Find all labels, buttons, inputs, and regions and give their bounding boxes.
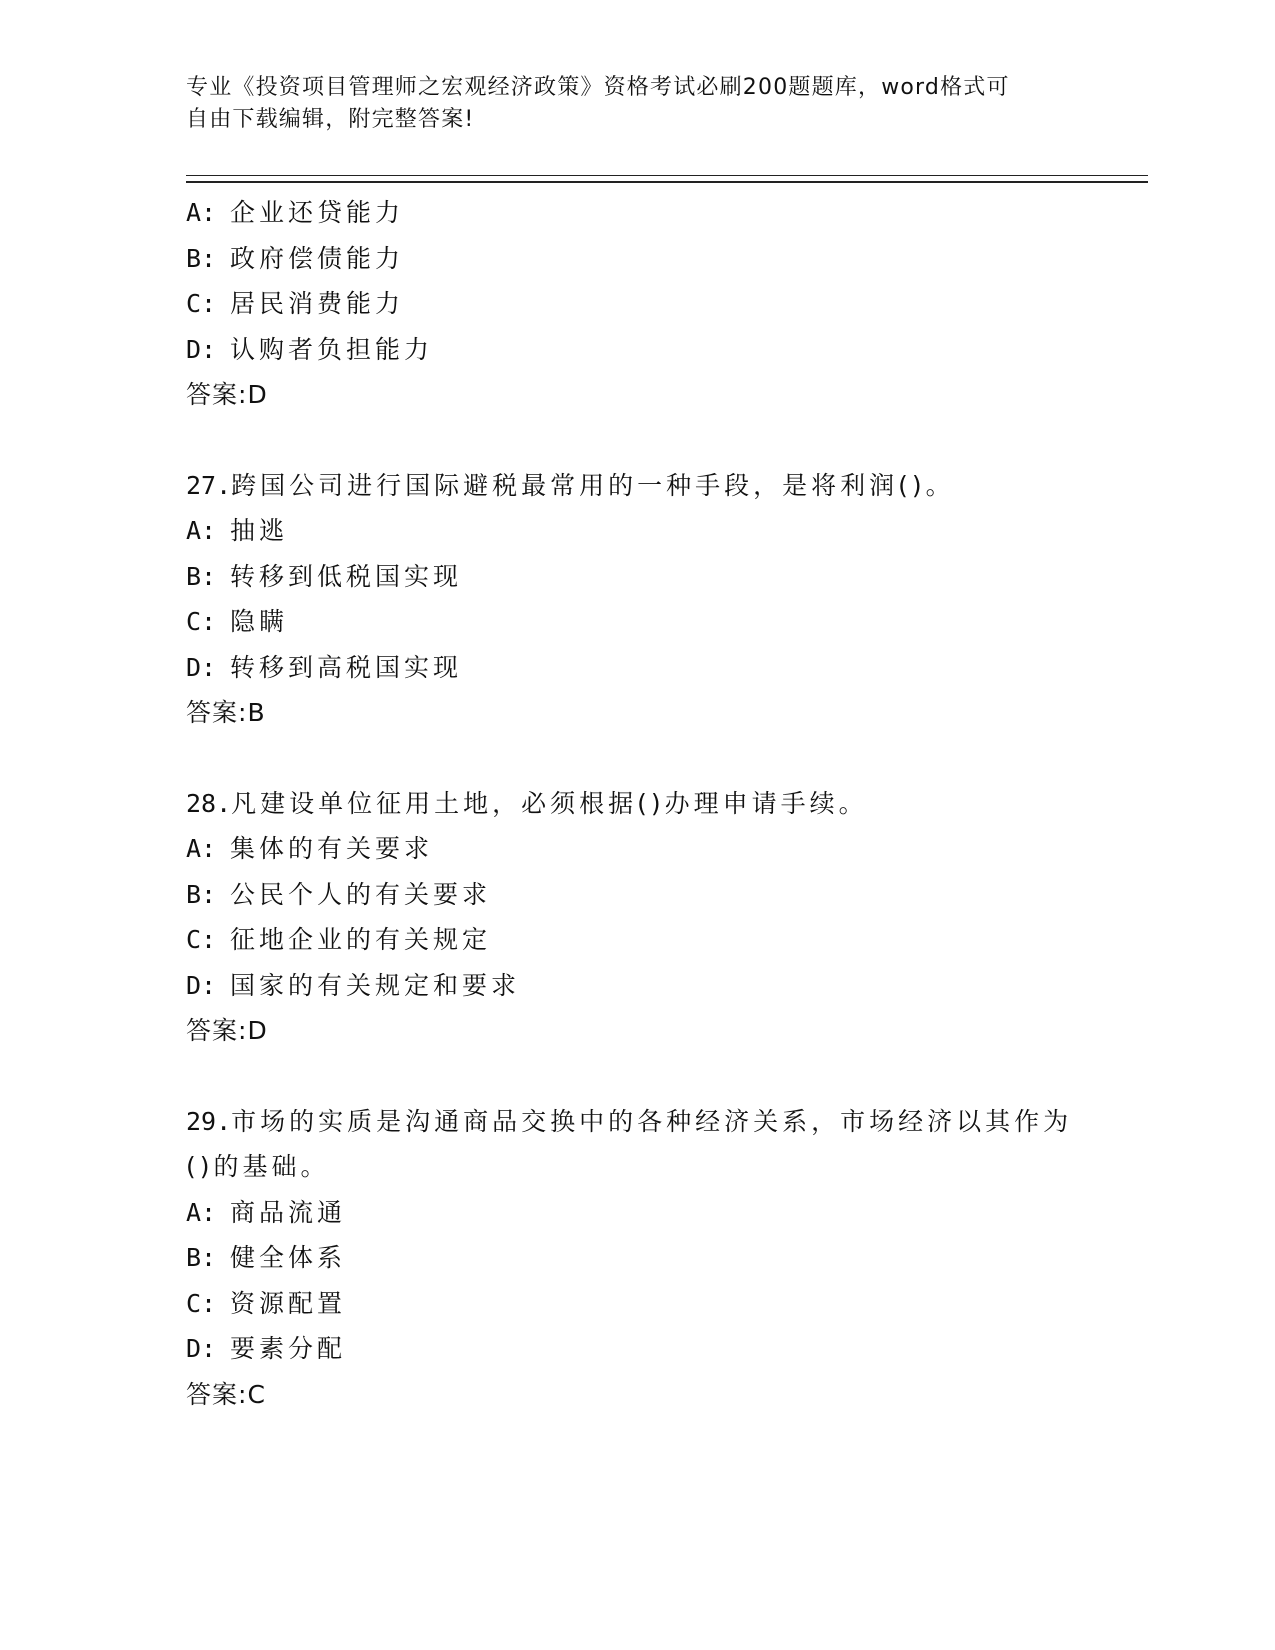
answer-label: 答案:: [186, 380, 248, 409]
option-letter: D:: [186, 1334, 217, 1363]
option-text: 转移到高税国实现: [230, 652, 463, 682]
answer-value: D: [247, 380, 268, 409]
option-b: [186, 1235, 1136, 1281]
option-c: [186, 1281, 1136, 1327]
answer-line: [186, 1372, 1136, 1418]
document-header: [186, 72, 1066, 136]
option-text: 企业还贷能力: [230, 198, 405, 227]
option-text: 国家的有关规定和要求: [230, 970, 521, 1000]
question-stem: [186, 1099, 1136, 1145]
answer-label: 答案:: [186, 1016, 248, 1045]
option-text: 征地企业的有关规定: [230, 925, 492, 954]
answer-label: 答案:: [186, 698, 248, 727]
question-list: [186, 190, 1136, 1417]
question-text: 跨国公司进行国际避税最常用的一种手段，是将利润()。: [231, 470, 955, 500]
option-b: [186, 872, 1136, 918]
header-line-2: 自由下载编辑，附完整答案!: [186, 107, 475, 132]
header-divider-thin: [186, 175, 1148, 176]
option-c: [186, 599, 1136, 645]
question-number: 27.: [186, 470, 232, 500]
answer-value: B: [247, 698, 266, 727]
question-26-options: [186, 190, 1136, 418]
option-text: 公民个人的有关要求: [230, 879, 492, 909]
answer-value: D: [247, 1016, 268, 1045]
option-a: [186, 826, 1136, 872]
option-d: [186, 1326, 1136, 1372]
question-text-line-1: 市场的实质是沟通商品交换中的各种经济关系，市场经济以其作为: [231, 1106, 1073, 1136]
option-a: [186, 508, 1136, 554]
option-text: 认购者负担能力: [230, 334, 434, 364]
option-text: 隐瞒: [230, 607, 289, 636]
option-text: 商品流通: [230, 1197, 347, 1227]
option-text: 健全体系: [230, 1243, 347, 1272]
option-d: [186, 327, 1136, 373]
question-stem: [186, 781, 1136, 827]
option-letter: B:: [186, 243, 217, 273]
option-text: 转移到低税国实现: [230, 561, 463, 591]
option-d: [186, 645, 1136, 691]
answer-line: [186, 690, 1136, 736]
option-letter: A:: [186, 198, 217, 227]
option-text: 抽逃: [230, 516, 289, 545]
question-stem-continuation: [186, 1144, 1136, 1190]
option-c: [186, 917, 1136, 963]
option-text: 要素分配: [230, 1334, 347, 1363]
header-line-1: 专业《投资项目管理师之宏观经济政策》资格考试必刷200题题库，word格式可: [186, 75, 1010, 100]
option-a: [186, 190, 1136, 236]
question-number: 29.: [186, 1106, 232, 1136]
option-letter: D:: [186, 652, 217, 682]
option-text: 居民消费能力: [230, 289, 405, 318]
answer-label: 答案:: [186, 1379, 248, 1409]
option-letter: C:: [186, 925, 217, 954]
option-b: [186, 236, 1136, 282]
question-text: 凡建设单位征用土地，必须根据()办理申请手续。: [231, 788, 868, 818]
option-letter: D:: [186, 334, 217, 364]
option-letter: B:: [186, 879, 217, 909]
option-text: 集体的有关要求: [230, 834, 434, 863]
option-letter: B:: [186, 561, 217, 591]
question-27: [186, 463, 1136, 736]
question-text-line-2: ()的基础。: [186, 1152, 330, 1181]
option-letter: C:: [186, 607, 217, 636]
option-letter: D:: [186, 970, 217, 1000]
question-number: 28.: [186, 788, 232, 818]
option-letter: C:: [186, 289, 217, 318]
option-text: 政府偿债能力: [230, 243, 405, 273]
option-text: 资源配置: [230, 1288, 347, 1318]
option-letter: C:: [186, 1288, 217, 1318]
answer-line: [186, 372, 1136, 418]
option-b: [186, 554, 1136, 600]
option-letter: A:: [186, 516, 217, 545]
header-divider-thick: [186, 181, 1148, 183]
question-stem: [186, 463, 1136, 509]
option-d: [186, 963, 1136, 1009]
answer-value: C: [247, 1379, 266, 1409]
answer-line: [186, 1008, 1136, 1054]
option-letter: B:: [186, 1243, 217, 1272]
question-29: [186, 1099, 1136, 1418]
option-a: [186, 1190, 1136, 1236]
option-letter: A:: [186, 834, 217, 863]
option-c: [186, 281, 1136, 327]
question-28: [186, 781, 1136, 1054]
option-letter: A:: [186, 1197, 217, 1227]
